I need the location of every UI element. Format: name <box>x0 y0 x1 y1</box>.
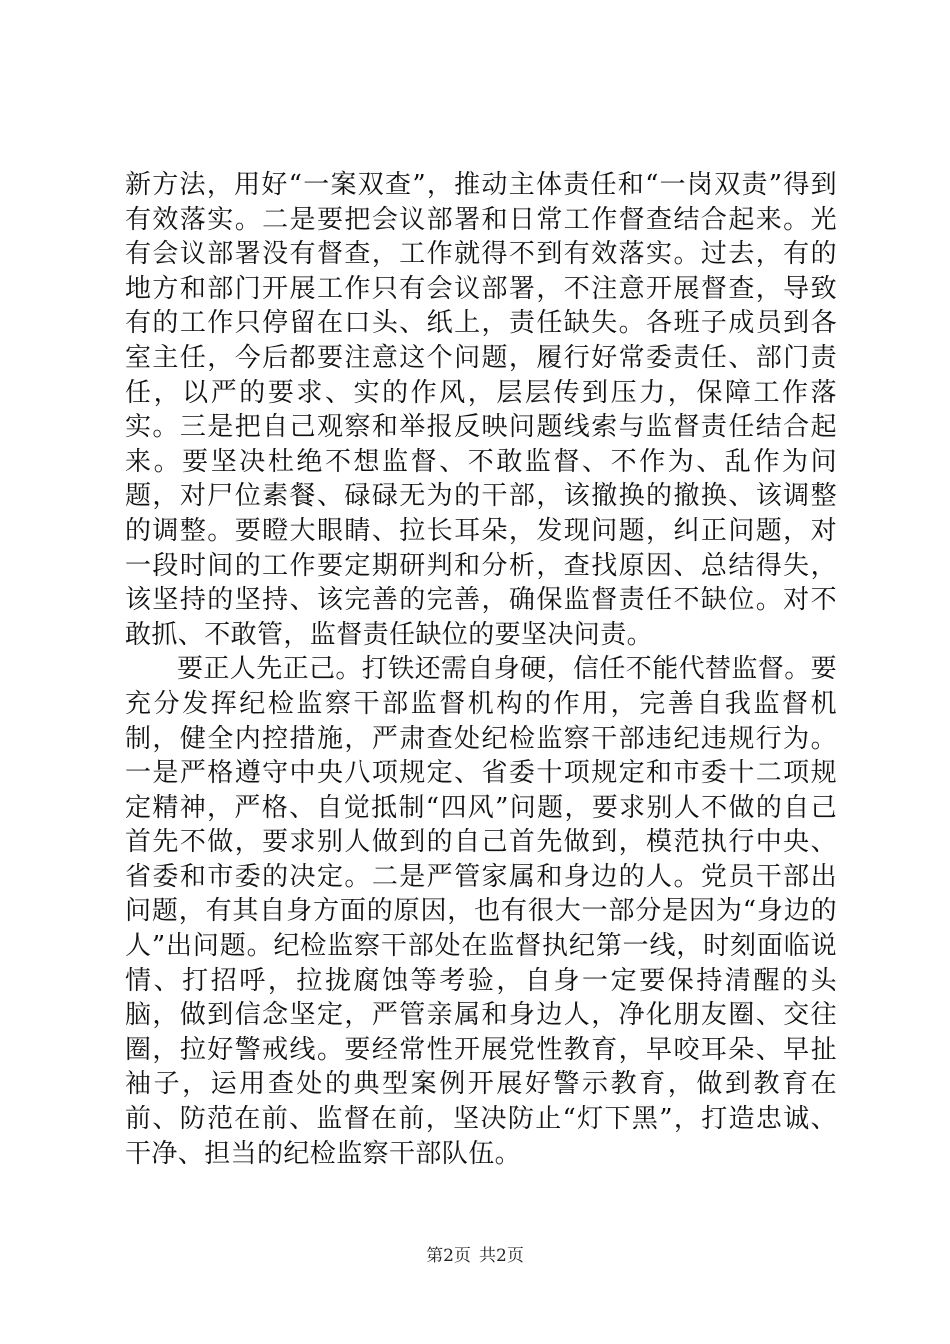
page-total: 共2页 <box>479 1246 524 1266</box>
page-number: 第2页 <box>426 1246 471 1266</box>
page-footer <box>0 1245 950 1267</box>
paragraph-1: 新方法，用好“一案双查”，推动主体责任和“一岗双责”得到有效落实。二是要把会议部署和日常工作督查结合起来。光有会议部署没有督查，工作就得不到有效落实。过去，有的地方和部门开展工作只有会议部署，不注意开展督查，导致有的工作只停留在口头、纸上，责任缺失。各班子成员到各室主任，今后都要注意这个问题，履行好常委责任、部门责任，以严的要求、实的作风，层层传到压力，保障工作落实。三是把自己观察和举报反映问题线索与监督责任结合起来。要坚决杜绝不想监督、不敢监督、不作为、乱作为问题，对尸位素餐、碌碌无为的干部，该撤换的撤换、该调整的调整。要瞪大眼睛、拉长耳朵，发现问题，纠正问题，对一段时间的工作要定期研判和分析，查找原因、总结得失，该坚持的坚持、该完善的完善，确保监督责任不缺位。对不敢抓、不敢管，监督责任缺位的要坚决问责。 <box>125 170 837 650</box>
document-body <box>125 168 837 1171</box>
paragraph-2: 要正人先正己。打铁还需自身硬，信任不能代替监督。要充分发挥纪检监察干部监督机构的作用，完善自我监督机制，健全内控措施，严肃查处纪检监察干部违纪违规行为。一是严格遵守中央八项规定、省委十项规定和市委十二项规定精神，严格、自觉抵制“四风”问题，要求别人不做的自己首先不做，要求别人做到的自己首先做到，模范执行中央、省委和市委的决定。二是严管家属和身边的人。党员干部出问题，有其自身方面的原因，也有很大一部分是因为“身边的人”出问题。纪检监察干部处在监督执纪第一线，时刻面临说情、打招呼，拉拢腐蚀等考验，自身一定要保持清醒的头脑，做到信念坚定，严管亲属和身边人，净化朋友圈、交往圈，拉好警戒线。要经常性开展党性教育，早咬耳朵、早扯袖子，运用查处的典型案例开展好警示教育，做到教育在前、防范在前、监督在前，坚决防止“灯下黑”，打造忠诚、干净、担当的纪检监察干部队伍。 <box>125 654 838 1169</box>
